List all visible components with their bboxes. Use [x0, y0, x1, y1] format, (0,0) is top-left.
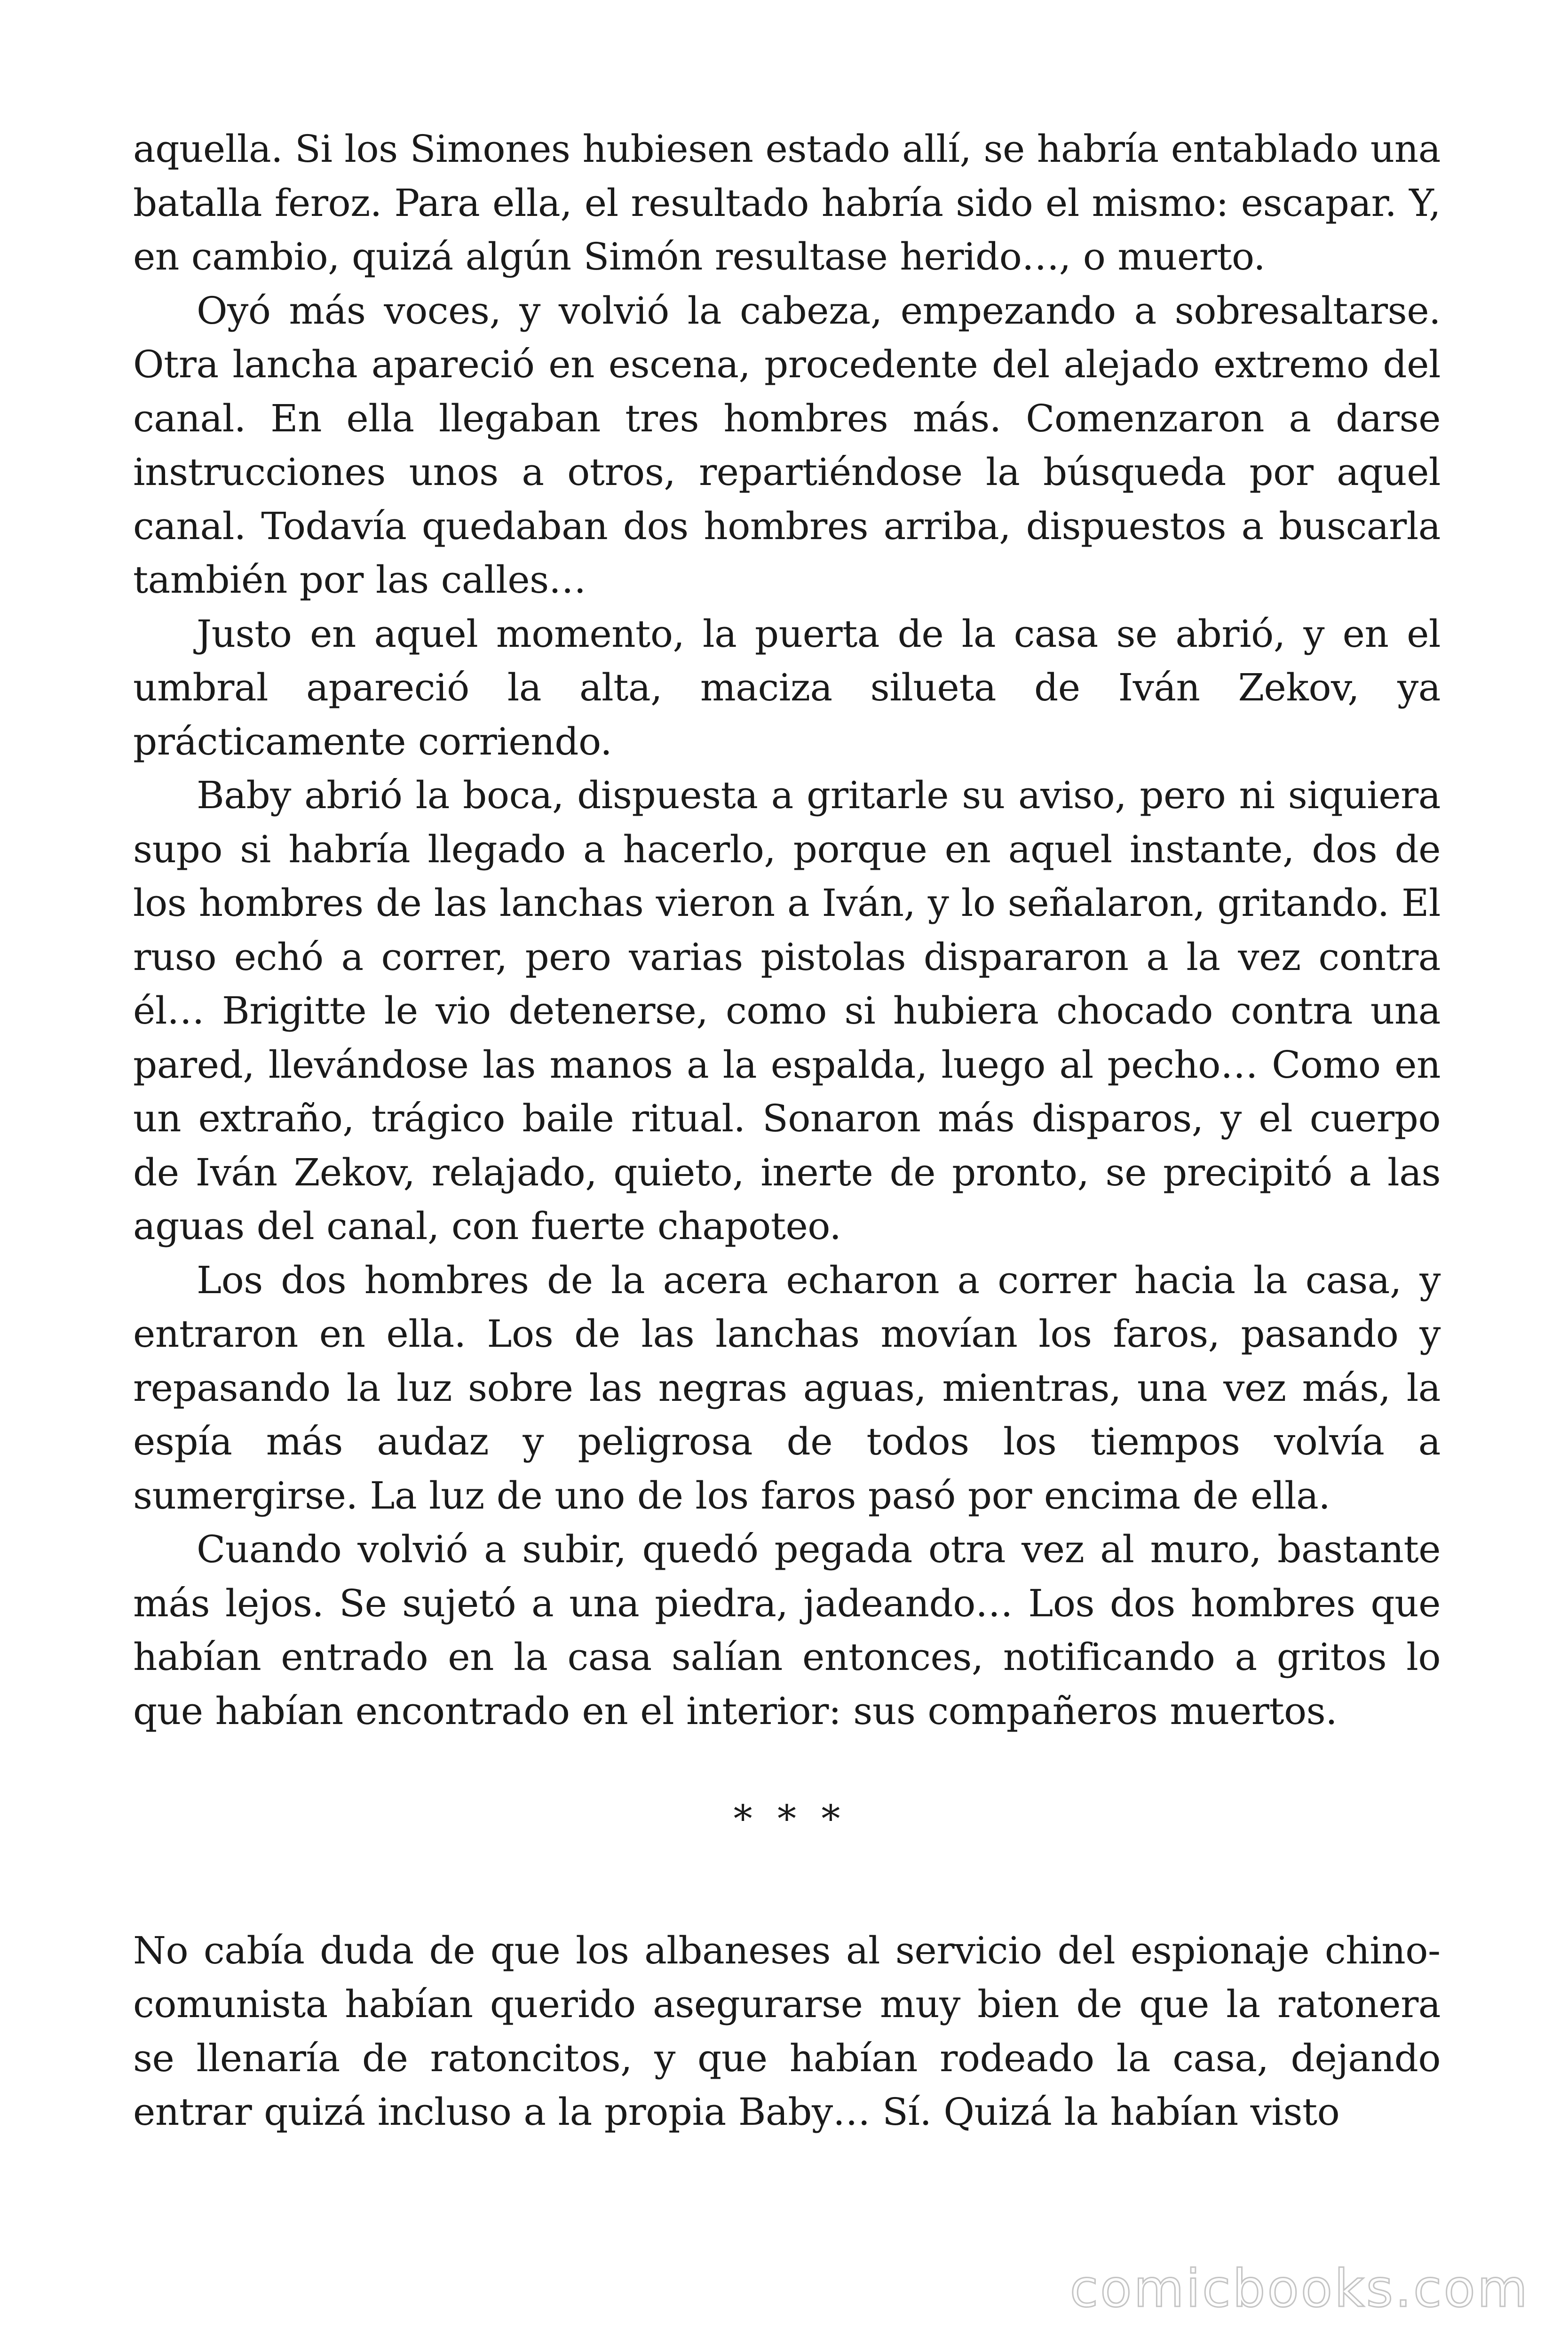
paragraph-2: Oyó más voces, y volvió la cabeza, empezando a sobresaltarse. Otra lancha apareció en escena, procedente del alejado extremo del canal. En ella llegaban tres hombres más. Comenzaron a darse instrucciones unos a otros, repartiéndose la búsqueda por aquel canal. Todavía quedaban dos hombres arriba, dispuestos a buscarla también por las calles…: [133, 288, 1441, 602]
paragraph-1: aquella. Si los Simones hubiesen estado allí, se habría entablado una batalla feroz. Para ella, el resultado habría sido el mismo: escapar. Y, en cambio, quizá algún Simón resultase herido…, o muerto.: [133, 127, 1441, 278]
book-page: [133, 122, 1441, 2139]
paragraph-3: Justo en aquel momento, la puerta de la casa se abrió, y en el umbral apareció la alta, maciza silueta de Iván Zekov, ya prácticamente corriendo.: [133, 612, 1441, 763]
section-break: * * *: [733, 1797, 847, 1841]
paragraph-6: Cuando volvió a subir, quedó pegada otra vez al muro, bastante más lejos. Se sujetó a una piedra, jadeando… Los dos hombres que habían entrado en la casa salían entonces, notificando a gritos lo que habían encontrado en el interior: sus compañeros muertos.: [133, 1527, 1441, 1733]
paragraph-5: Los dos hombres de la acera echaron a correr hacia la casa, y entraron en ella. Los de las lanchas movían los faros, pasando y repasando la luz sobre las negras aguas, mientras, una vez más, la espía más audaz y peligrosa de todos los tiempos volvía a sumergirse. La luz de uno de los faros pasó por encima de ella.: [133, 1258, 1441, 1518]
paragraph-4: Baby abrió la boca, dispuesta a gritarle su aviso, pero ni siquiera supo si habría llegado a hacerlo, porque en aquel instante, dos de los hombres de las lanchas vieron a Iván, y lo señalaron, gritando. El ruso echó a correr, pero varias pistolas dispararon a la vez contra él… Brigitte le vio detenerse, como si hubiera chocado contra una pared, llevándose las manos a la espalda, luego al pecho… Como en un extraño, trágico baile ritual. Sonaron más disparos, y el cuerpo de Iván Zekov, relajado, quieto, inerte de pronto, se precipitó a las aguas del canal, con fuerte chapoteo.: [133, 773, 1441, 1248]
paragraph-7: No cabía duda de que los albaneses al servicio del espionaje chinocomunista habían querido asegurarse muy bien de que la ratonera se llenaría de ratoncitos, y que habían rodeado la casa, dejando entrar quizá incluso a la propia Baby… Sí. Quizá la habían visto: [133, 1928, 1441, 2134]
watermark-logo: comicbooks.com: [1069, 2258, 1529, 2319]
